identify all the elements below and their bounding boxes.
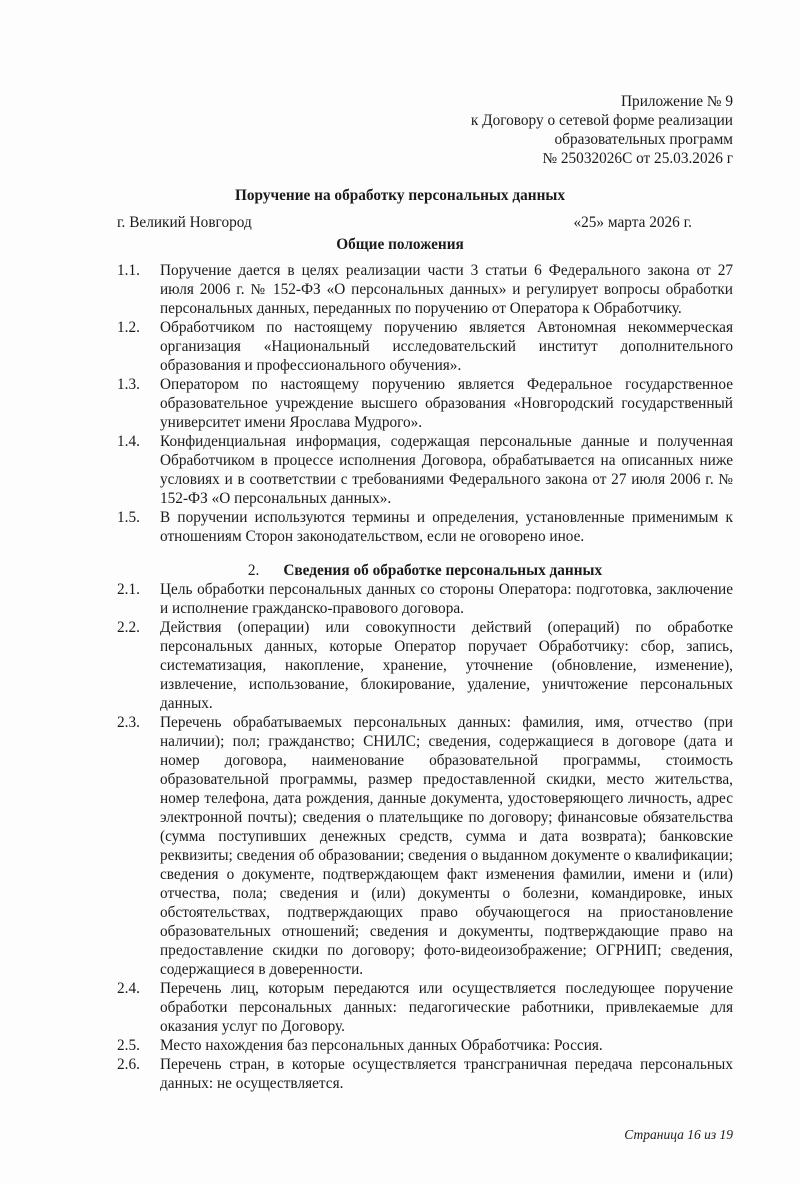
appendix-reference: [117, 92, 733, 168]
section-2-items: [117, 580, 733, 1093]
clause-2-4: [117, 979, 733, 1036]
document-title: Поручение на обработку персональных данных: [234, 187, 566, 204]
clause-number: 2.6.: [117, 1056, 140, 1073]
clause-text: В поручении используются термины и определения, установленные применимым к отношениям Сторон законодательством, если не оговорено иное.: [160, 509, 733, 545]
clause-number: 2.2.: [117, 619, 140, 636]
clause-number: 1.3.: [117, 376, 140, 393]
clause-text: Конфиденциальная информация, содержащая персональные данные и полученная Обработчиком в процессе исполнения Договора, обрабатывается на описанных ниже условиях и в соответствии с требованиями Федерального закона от 27 июля 2006 г. № 152-ФЗ «О персональных данных».: [160, 433, 733, 507]
clause-1-5: [117, 508, 733, 546]
clause-number: 2.5.: [117, 1037, 140, 1054]
clause-number: 2.1.: [117, 581, 140, 598]
section-2-title: Сведения об обработке персональных данных: [283, 562, 603, 579]
section-1-heading: Общие положения: [336, 236, 464, 253]
clause-2-3: [117, 713, 733, 979]
clause-number: 1.5.: [117, 509, 140, 526]
appendix-line: Приложение № 9: [621, 93, 733, 110]
clause-2-5: [117, 1036, 733, 1055]
clause-1-2: [117, 318, 733, 375]
section-1-items: [117, 261, 733, 546]
clause-text: Действия (операции) или совокупности действий (операций) по обработке персональных данных, которые Оператор поручает Обработчику: сбор, запись, систематизация, накопление, хранение, уточнение (обновление, изменение), извлечение, использование, блокирование, удаление, уничтожение персональных данных.: [160, 619, 733, 712]
clause-1-3: [117, 375, 733, 432]
clause-text: Цель обработки персональных данных со стороны Оператора: подготовка, заключение и исполнение гражданско-правового договора.: [160, 581, 733, 617]
clause-number: 1.4.: [117, 433, 140, 450]
clause-text: Перечень лиц, которым передаются или осуществляется последующее поручение обработки персональных данных: педагогические работники, привлекаемые для оказания услуг по Договору.: [160, 980, 733, 1035]
city: г. Великий Новгород: [117, 214, 252, 231]
clause-number: 1.2.: [117, 319, 140, 336]
clause-2-1: [117, 580, 733, 618]
document-date: «25» марта 2026 г.: [573, 214, 692, 231]
clause-2-2: [117, 618, 733, 713]
clause-text: Место нахождения баз персональных данных Обработчика: Россия.: [160, 1037, 603, 1054]
clause-1-4: [117, 432, 733, 508]
clause-number: 2.4.: [117, 980, 140, 997]
section-2-heading: [117, 561, 733, 580]
clause-text: Перечень стран, в которые осуществляется трансграничная передача персональных данных: не осуществляется.: [160, 1056, 733, 1092]
appendix-line: образовательных программ: [554, 131, 733, 148]
page-number: Страница 16 из 19: [624, 1127, 733, 1142]
clause-2-6: [117, 1055, 733, 1093]
appendix-line: № 25032026С от 25.03.2026 г: [542, 150, 733, 167]
appendix-line: к Договору о сетевой форме реализации: [470, 112, 733, 129]
clause-text: Перечень обрабатываемых персональных данных: фамилия, имя, отчество (при наличии); пол; гражданство; СНИЛС; сведения, содержащиеся в договоре (дата и номер договора, наименование образовательной программы, стоимость образовательной программы, размер предоставленной скидки, место жительства, номер телефона, дата рождения, данные документа, удостоверяющего личность, адрес электронной почты); сведения о плательщике по договору; финансовые обязательства (сумма поступивших денежных средств, сумма и дата возврата); банковские реквизиты; сведения об образовании; сведения о выданном документе о квалификации; сведения о документе, подтверждающем факт изменения фамилии, имени и (или) отчества, пола; сведения и (или) документы о болезни, командировке, иных обстоятельствах, подтверждающих право обучающегося на приостановление образовательных отношений; сведения и документы, подтверждающие право на предоставление скидки по договору; фото-видеоизображение; ОГРНИП; сведения, содержащиеся в доверенности.: [160, 714, 733, 978]
place-date-row: [117, 213, 733, 232]
section-2-number: 2.: [247, 562, 260, 579]
clause-text: Поручение дается в целях реализации части 3 статьи 6 Федерального закона от 27 июля 2006 г. № 152-ФЗ «О персональных данных» и регулирует вопросы обработки персональных данных, переданных по поручению от Оператора к Обработчику.: [160, 262, 733, 317]
clause-number: 1.1.: [117, 262, 140, 279]
clause-number: 2.3.: [117, 714, 140, 731]
clause-text: Обработчиком по настоящему поручению является Автономная некоммерческая организация «Национальный исследовательский институт дополнительного образования и профессионального обучения».: [160, 319, 733, 374]
clause-1-1: [117, 261, 733, 318]
document-body: [117, 261, 733, 1093]
clause-text: Оператором по настоящему поручению является Федеральное государственное образовательное учреждение высшего образования «Новгородский государственный университет имени Ярослава Мудрого».: [160, 376, 733, 431]
